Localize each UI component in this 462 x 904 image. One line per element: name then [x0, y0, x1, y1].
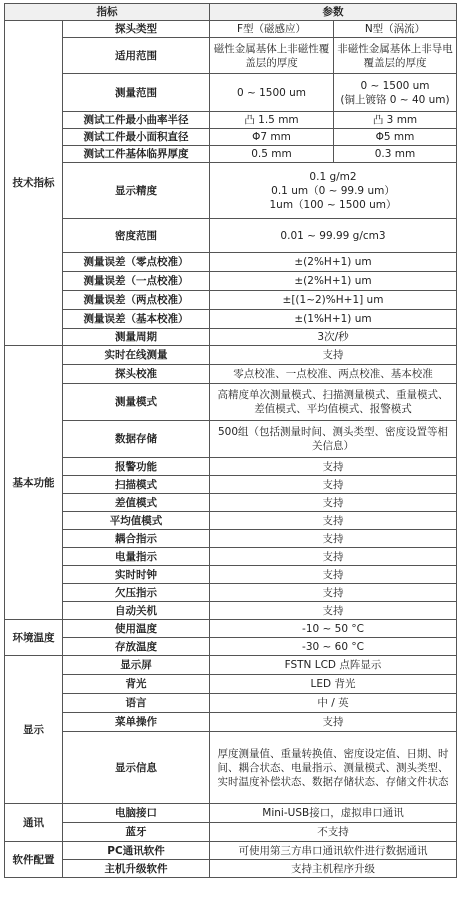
- cell-value: -30 ~ 60 °C: [210, 638, 457, 656]
- header-indicator: 指标: [5, 4, 210, 21]
- cell-value: 可使用第三方串口通讯软件进行数据通讯: [210, 842, 457, 860]
- table-row: [5, 112, 457, 129]
- table-row: [5, 253, 457, 272]
- range-n-line2: (铜上镀铬 0 ~ 40 um): [340, 93, 450, 106]
- cell-value: 支持: [210, 566, 457, 584]
- cell-value: LED 背光: [210, 675, 457, 694]
- cell-value: 中 / 英: [210, 694, 457, 713]
- cell-value: [210, 163, 457, 219]
- row-label: 测量误差（基本校准）: [63, 310, 210, 329]
- table-row: [5, 346, 457, 365]
- table-row: [5, 219, 457, 253]
- cell-f: 0.5 mm: [210, 146, 334, 163]
- row-label: 测量误差（两点校准）: [63, 291, 210, 310]
- cell-n: 非磁性金属基体上非导电覆盖层的厚度: [334, 38, 457, 74]
- precision-line2: 0.1 um（0 ~ 99.9 um）: [271, 184, 395, 197]
- category-basic: 基本功能: [5, 346, 63, 620]
- row-label: 显示信息: [63, 732, 210, 804]
- table-row: [5, 566, 457, 584]
- table-row: [5, 146, 457, 163]
- table-row: [5, 21, 457, 38]
- category-tech: 技术指标: [5, 21, 63, 346]
- row-label: 测量误差（一点校准）: [63, 272, 210, 291]
- table-row: [5, 129, 457, 146]
- table-row: [5, 329, 457, 346]
- row-label: 适用范围: [63, 38, 210, 74]
- cell-f: Φ7 mm: [210, 129, 334, 146]
- cell-value: 支持: [210, 512, 457, 530]
- row-label: 菜单操作: [63, 713, 210, 732]
- table-row: [5, 732, 457, 804]
- cell-f: 0 ~ 1500 um: [210, 74, 334, 112]
- cell-value: 支持: [210, 530, 457, 548]
- table-row: [5, 74, 457, 112]
- table-row: [5, 804, 457, 823]
- table-row: [5, 842, 457, 860]
- table-row: [5, 548, 457, 566]
- cell-value: 零点校准、一点校准、两点校准、基本校准: [210, 365, 457, 384]
- row-label: 探头校准: [63, 365, 210, 384]
- cell-f: 磁性金属基体上非磁性覆盖层的厚度: [210, 38, 334, 74]
- row-label: 密度范围: [63, 219, 210, 253]
- header-parameter: 参数: [210, 4, 457, 21]
- cell-f: F型（磁感应）: [210, 21, 334, 38]
- precision-line1: 0.1 g/m2: [309, 170, 357, 183]
- table-row: [5, 494, 457, 512]
- row-label: 耦合指示: [63, 530, 210, 548]
- category-env: 环境温度: [5, 620, 63, 656]
- cell-f: 凸 1.5 mm: [210, 112, 334, 129]
- table-row: [5, 656, 457, 675]
- category-comm: 通讯: [5, 804, 63, 842]
- cell-n: [334, 74, 457, 112]
- cell-value: ±[(1~2)%H+1] um: [210, 291, 457, 310]
- cell-value: 高精度单次测量模式、扫描测量模式、重量模式、差值模式、平均值模式、报警模式: [210, 384, 457, 421]
- cell-value: ±(2%H+1) um: [210, 253, 457, 272]
- row-label: 实时在线测量: [63, 346, 210, 365]
- table-row: [5, 694, 457, 713]
- table-row: [5, 713, 457, 732]
- cell-value: 支持: [210, 713, 457, 732]
- row-label: PC通讯软件: [63, 842, 210, 860]
- row-label: 显示屏: [63, 656, 210, 675]
- cell-n: 0.3 mm: [334, 146, 457, 163]
- table-row: [5, 602, 457, 620]
- row-label: 测量范围: [63, 74, 210, 112]
- spec-table: [4, 3, 457, 878]
- table-row: [5, 272, 457, 291]
- table-row: [5, 476, 457, 494]
- table-row: [5, 512, 457, 530]
- cell-value: 支持: [210, 584, 457, 602]
- row-label: 电脑接口: [63, 804, 210, 823]
- cell-value: 支持: [210, 494, 457, 512]
- cell-value: ±(2%H+1) um: [210, 272, 457, 291]
- row-label: 测量模式: [63, 384, 210, 421]
- cell-n: 凸 3 mm: [334, 112, 457, 129]
- cell-value: 0.01 ~ 99.99 g/cm3: [210, 219, 457, 253]
- cell-value: Mini-USB接口，虚拟串口通讯: [210, 804, 457, 823]
- table-row: [5, 860, 457, 878]
- table-row: [5, 291, 457, 310]
- cell-value: 支持主机程序升级: [210, 860, 457, 878]
- table-row: [5, 458, 457, 476]
- table-row: [5, 638, 457, 656]
- table-header-row: [5, 4, 457, 21]
- row-label: 使用温度: [63, 620, 210, 638]
- row-label: 欠压指示: [63, 584, 210, 602]
- row-label: 测试工件最小面积直径: [63, 129, 210, 146]
- row-label: 测试工件最小曲率半径: [63, 112, 210, 129]
- row-label: 背光: [63, 675, 210, 694]
- row-label: 蓝牙: [63, 823, 210, 842]
- row-label: 平均值模式: [63, 512, 210, 530]
- cell-n: Φ5 mm: [334, 129, 457, 146]
- row-label: 显示精度: [63, 163, 210, 219]
- row-label: 主机升级软件: [63, 860, 210, 878]
- cell-value: 支持: [210, 458, 457, 476]
- row-label: 测试工件基体临界厚度: [63, 146, 210, 163]
- cell-value: 厚度测量值、重量转换值、密度设定值、日期、时间、耦合状态、电量指示、测量模式、测头类型、实时温度补偿状态、数据存储状态、存储文件状态: [210, 732, 457, 804]
- table-row: [5, 384, 457, 421]
- row-label: 存放温度: [63, 638, 210, 656]
- row-label: 语言: [63, 694, 210, 713]
- table-row: [5, 530, 457, 548]
- cell-value: 支持: [210, 548, 457, 566]
- table-row: [5, 310, 457, 329]
- row-label: 扫描模式: [63, 476, 210, 494]
- cell-value: 支持: [210, 346, 457, 365]
- row-label: 自动关机: [63, 602, 210, 620]
- row-label: 差值模式: [63, 494, 210, 512]
- cell-value: FSTN LCD 点阵显示: [210, 656, 457, 675]
- table-row: [5, 823, 457, 842]
- cell-value: ±(1%H+1) um: [210, 310, 457, 329]
- table-row: [5, 620, 457, 638]
- table-row: [5, 421, 457, 458]
- cell-value: 支持: [210, 602, 457, 620]
- cell-value: 不支持: [210, 823, 457, 842]
- cell-value: -10 ~ 50 °C: [210, 620, 457, 638]
- row-label: 电量指示: [63, 548, 210, 566]
- row-label: 探头类型: [63, 21, 210, 38]
- row-label: 实时时钟: [63, 566, 210, 584]
- row-label: 报警功能: [63, 458, 210, 476]
- range-n-line1: 0 ~ 1500 um: [360, 79, 430, 92]
- row-label: 测量周期: [63, 329, 210, 346]
- cell-value: 3次/秒: [210, 329, 457, 346]
- table-row: [5, 584, 457, 602]
- table-row: [5, 365, 457, 384]
- table-row: [5, 675, 457, 694]
- cell-value: 500组（包括测量时间、测头类型、密度设置等相关信息）: [210, 421, 457, 458]
- cell-value: 支持: [210, 476, 457, 494]
- cell-n: N型（涡流）: [334, 21, 457, 38]
- table-row: [5, 163, 457, 219]
- table-row: [5, 38, 457, 74]
- category-software: 软件配置: [5, 842, 63, 878]
- precision-line3: 1um（100 ~ 1500 um）: [269, 198, 397, 211]
- row-label: 测量误差（零点校准）: [63, 253, 210, 272]
- category-display: 显示: [5, 656, 63, 804]
- row-label: 数据存储: [63, 421, 210, 458]
